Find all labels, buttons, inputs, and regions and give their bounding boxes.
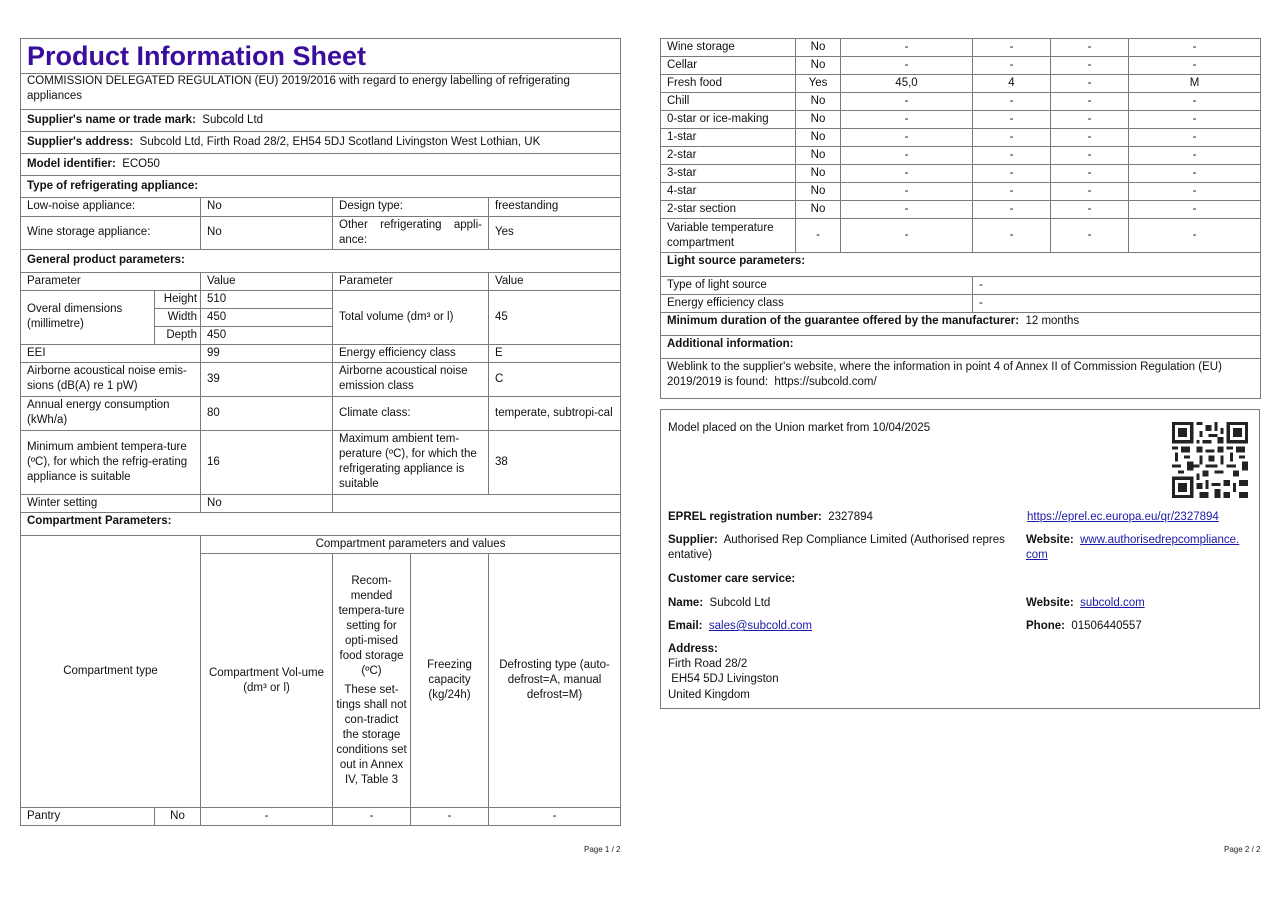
cc-phone-value: 01506440557 [1071, 620, 1142, 632]
comp-name: Cellar [661, 57, 796, 75]
comp-defrost: - [1129, 219, 1261, 253]
comp-temp-header [333, 554, 411, 808]
eprel-info-box [660, 409, 1260, 709]
comp-volume: - [841, 111, 973, 129]
cc-website-label: Website: [1026, 597, 1074, 609]
additional-heading: Additional information: [661, 335, 1261, 358]
supplier-row [668, 533, 1018, 563]
col-value-2: Value [489, 272, 621, 290]
address-line-1: Firth Road 28/2 [668, 658, 748, 670]
comp-freezing: - [1051, 219, 1129, 253]
comp-freezing: - [411, 808, 489, 826]
page-1 [20, 38, 620, 826]
light-class-value: - [973, 294, 1261, 312]
comp-name: Wine storage [661, 39, 796, 57]
table-row [21, 808, 621, 826]
empty-cell [333, 494, 621, 512]
supplier-value: Authorised Rep Compliance Limited (Authorised repres entative) [668, 534, 1005, 561]
qr-code-icon[interactable] [1172, 422, 1248, 498]
header-table [20, 38, 621, 198]
other-appliance-value: Yes [489, 216, 621, 249]
table-row [661, 219, 1261, 253]
comp-temp: - [973, 201, 1051, 219]
comp-volume: - [841, 93, 973, 111]
comp-freezing: - [1051, 201, 1129, 219]
supplier-address-row [21, 132, 621, 154]
min-temp-value: 16 [201, 430, 333, 494]
guarantee-row [661, 312, 1261, 335]
comp-present: - [796, 219, 841, 253]
comp-temp: - [973, 147, 1051, 165]
comp-volume: - [841, 147, 973, 165]
comp-volume: - [841, 219, 973, 253]
comp-freezing: - [1051, 165, 1129, 183]
table-row [661, 165, 1261, 183]
cc-email-row [668, 619, 812, 634]
cc-email-link[interactable]: sales@subcold.com [708, 620, 812, 632]
comp-temp: 4 [973, 75, 1051, 93]
supplier-website-link[interactable]: www.authorisedrepcompliance. com [1026, 534, 1240, 561]
energy-class-value: E [489, 344, 621, 362]
comp-freezing: - [1051, 111, 1129, 129]
page-title: Product Information Sheet [21, 39, 621, 74]
max-temp-label: Maximum ambient tem-perature (ºC), for which the refrigerating appliance is suitable [333, 430, 489, 494]
cc-name-row [668, 596, 770, 611]
table-row [661, 75, 1261, 93]
supplier-name-value: Subcold Ltd [202, 114, 264, 126]
low-noise-label: Low-noise appliance: [21, 198, 201, 216]
weblink-url[interactable]: https://subcold.com/ [774, 375, 877, 388]
table-row [661, 129, 1261, 147]
comp-name: 1-star [661, 129, 796, 147]
cc-phone-row [1026, 619, 1142, 634]
customer-care-heading: Customer care service: [668, 573, 796, 585]
comp-temp: - [973, 165, 1051, 183]
comp-present: No [796, 201, 841, 219]
comp-present: No [796, 93, 841, 111]
address-line-2: EH54 5DJ Livingston [668, 673, 779, 685]
col-value-1: Value [201, 272, 333, 290]
width-value: 450 [201, 308, 333, 326]
supplier-name-row [21, 110, 621, 132]
table-row [661, 201, 1261, 219]
table-row [661, 39, 1261, 57]
comp-volume: - [841, 165, 973, 183]
comp-name: 2-star section [661, 201, 796, 219]
comp-defrost: - [1129, 93, 1261, 111]
comp-freezing: - [1051, 75, 1129, 93]
light-type-value: - [973, 276, 1261, 294]
col-parameter-2: Parameter [333, 272, 489, 290]
comp-present: No [796, 111, 841, 129]
comp-defrost: - [1129, 39, 1261, 57]
comp-defrost: - [489, 808, 621, 826]
comp-volume: - [841, 129, 973, 147]
comp-temp: - [973, 111, 1051, 129]
annual-energy-label: Annual energy consumption (kWh/a) [21, 396, 201, 430]
eei-value: 99 [201, 344, 333, 362]
design-type-value: freestanding [489, 198, 621, 216]
eprel-link[interactable]: https://eprel.ec.europa.eu/qr/2327894 [1027, 511, 1219, 523]
supplier-name-label: Supplier's name or trade mark: [27, 114, 196, 126]
cc-email-label: Email: [668, 620, 703, 632]
comp-name: Fresh food [661, 75, 796, 93]
eprel-row [668, 510, 873, 525]
comp-present: No [796, 39, 841, 57]
comp-defrost-header: Defrosting type (auto-defrost=A, manual defrost=M) [489, 554, 621, 808]
page-number-2: Page 2 / 2 [1224, 845, 1261, 854]
model-label: Model identifier: [27, 158, 116, 170]
noise-class-label: Airborne acoustical noise emission class [333, 362, 489, 396]
cc-website-link[interactable]: subcold.com [1080, 597, 1145, 609]
comp-temp: - [973, 219, 1051, 253]
weblink-row [661, 358, 1261, 398]
comp-name: 0-star or ice-making [661, 111, 796, 129]
cc-website-row [1026, 596, 1145, 611]
supplier-website-label: Website: [1026, 534, 1074, 546]
comp-freezing: - [1051, 93, 1129, 111]
supplier-website-row [1026, 533, 1254, 563]
comp-params-header: Compartment parameters and values [201, 536, 621, 554]
min-temp-label: Minimum ambient tempera-ture (ºC), for which the refrig-erating appliance is suitable [21, 430, 201, 494]
comp-name: 2-star [661, 147, 796, 165]
climate-value: temperate, subtropi-cal [489, 396, 621, 430]
guarantee-value: 12 months [1025, 314, 1080, 327]
light-source-table [660, 253, 1261, 399]
comp-volume: - [841, 183, 973, 201]
eei-label: EEI [21, 344, 201, 362]
comp-freezing: - [1051, 129, 1129, 147]
wine-storage-value: No [201, 216, 333, 249]
energy-class-label: Energy efficiency class [333, 344, 489, 362]
annual-energy-value: 80 [201, 396, 333, 430]
guarantee-label: Minimum duration of the guarantee offered by the manufacturer: [667, 314, 1020, 327]
comp-temp-note: These set-tings shall not con-tradict the storage conditions set out in Annex IV, Table 3 [336, 683, 407, 786]
cc-phone-label: Phone: [1026, 620, 1065, 632]
regulation-text: COMMISSION DELEGATED REGULATION (EU) 2019/2016 with regard to energy labelling of refrigerating appliances [21, 74, 621, 110]
comp-defrost: - [1129, 201, 1261, 219]
design-type-label: Design type: [333, 198, 489, 216]
address-line-3: United Kingdom [668, 689, 750, 701]
comp-volume: 45,0 [841, 75, 973, 93]
comp-temp-header-main: Recom-mended tempera-ture setting for opti-mised food storage (ºC) [338, 574, 405, 677]
comp-freezing: - [1051, 147, 1129, 165]
climate-label: Climate class: [333, 396, 489, 430]
type-table [20, 198, 621, 536]
noise-value: 39 [201, 362, 333, 396]
table-row [661, 111, 1261, 129]
height-value: 510 [201, 290, 333, 308]
table-row [661, 93, 1261, 111]
model-row [21, 154, 621, 176]
comp-freezing: - [1051, 57, 1129, 75]
comp-name: 3-star [661, 165, 796, 183]
wine-storage-label: Wine storage appliance: [21, 216, 201, 249]
general-parameters-heading: General product parameters: [21, 249, 621, 272]
comp-temp: - [333, 808, 411, 826]
comp-defrost: - [1129, 165, 1261, 183]
depth-label: Depth [155, 326, 201, 344]
comp-defrost: - [1129, 183, 1261, 201]
max-temp-value: 38 [489, 430, 621, 494]
comp-defrost: - [1129, 57, 1261, 75]
comp-volume: - [841, 201, 973, 219]
cc-name-value: Subcold Ltd [709, 597, 771, 609]
compartment-heading: Compartment Parameters: [21, 512, 621, 535]
comp-present: No [796, 129, 841, 147]
comp-volume-header: Compartment Vol-ume (dm³ or l) [201, 554, 333, 808]
total-volume-label: Total volume (dm³ or l) [333, 290, 489, 344]
low-noise-value: No [201, 198, 333, 216]
page-2 [660, 38, 1260, 399]
depth-value: 450 [201, 326, 333, 344]
comp-temp: - [973, 93, 1051, 111]
comp-volume: - [841, 39, 973, 57]
weblink-text: Weblink to the supplier's website, where the information in point 4 of Annex II of Commission Regulation (EU) 2019/2019 is found: [667, 360, 1222, 388]
comp-freezing-header: Freezing capacity (kg/24h) [411, 554, 489, 808]
table-row [661, 183, 1261, 201]
total-volume-value: 45 [489, 290, 621, 344]
comp-defrost: - [1129, 129, 1261, 147]
winter-label: Winter setting [21, 494, 201, 512]
light-class-label: Energy efficiency class [661, 294, 973, 312]
light-type-label: Type of light source [661, 276, 973, 294]
eprel-number: 2327894 [828, 511, 873, 523]
cc-name-label: Name: [668, 597, 704, 609]
address-label: Address: [668, 643, 718, 655]
comp-volume: - [201, 808, 333, 826]
comp-type-header: Compartment type [21, 536, 201, 808]
comp-temp: - [973, 129, 1051, 147]
comp-defrost: - [1129, 147, 1261, 165]
comp-temp: - [973, 57, 1051, 75]
comp-name: 4-star [661, 183, 796, 201]
height-label: Height [155, 290, 201, 308]
width-label: Width [155, 308, 201, 326]
comp-volume: - [841, 57, 973, 75]
comp-present: No [796, 183, 841, 201]
type-heading: Type of refrigerating appliance: [21, 176, 621, 198]
comp-present: Yes [796, 75, 841, 93]
comp-name: Pantry [21, 808, 155, 826]
supplier-address-value: Subcold Ltd, Firth Road 28/2, EH54 5DJ Scotland Livingston West Lothian, UK [139, 136, 541, 148]
comp-defrost: - [1129, 111, 1261, 129]
table-row [661, 57, 1261, 75]
comp-present: No [796, 147, 841, 165]
market-date: Model placed on the Union market from 10/04/2025 [668, 422, 931, 434]
supplier-label: Supplier: [668, 534, 718, 546]
winter-value: No [201, 494, 333, 512]
comp-freezing: - [1051, 183, 1129, 201]
comp-name: Chill [661, 93, 796, 111]
other-appliance-label: Other refrigerating appli-ance: [333, 216, 489, 249]
eprel-label: EPREL registration number: [668, 511, 822, 523]
table-row [661, 147, 1261, 165]
comp-present: No [155, 808, 201, 826]
compartment-table-continued [660, 38, 1261, 253]
page-number-1: Page 1 / 2 [584, 845, 621, 854]
noise-class-value: C [489, 362, 621, 396]
compartment-table [20, 536, 621, 827]
col-parameter-1: Parameter [21, 272, 201, 290]
noise-label: Airborne acoustical noise emis-sions (dB(A) re 1 pW) [21, 362, 201, 396]
light-heading: Light source parameters: [661, 253, 1261, 276]
model-value: ECO50 [122, 158, 160, 170]
comp-freezing: - [1051, 39, 1129, 57]
comp-temp: - [973, 183, 1051, 201]
comp-present: No [796, 165, 841, 183]
comp-present: No [796, 57, 841, 75]
comp-defrost: M [1129, 75, 1261, 93]
dimensions-label: Overal dimensions (millimetre) [21, 290, 155, 344]
supplier-address-label: Supplier's address: [27, 136, 134, 148]
comp-name: Variable temperature compartment [661, 219, 796, 253]
comp-temp: - [973, 39, 1051, 57]
